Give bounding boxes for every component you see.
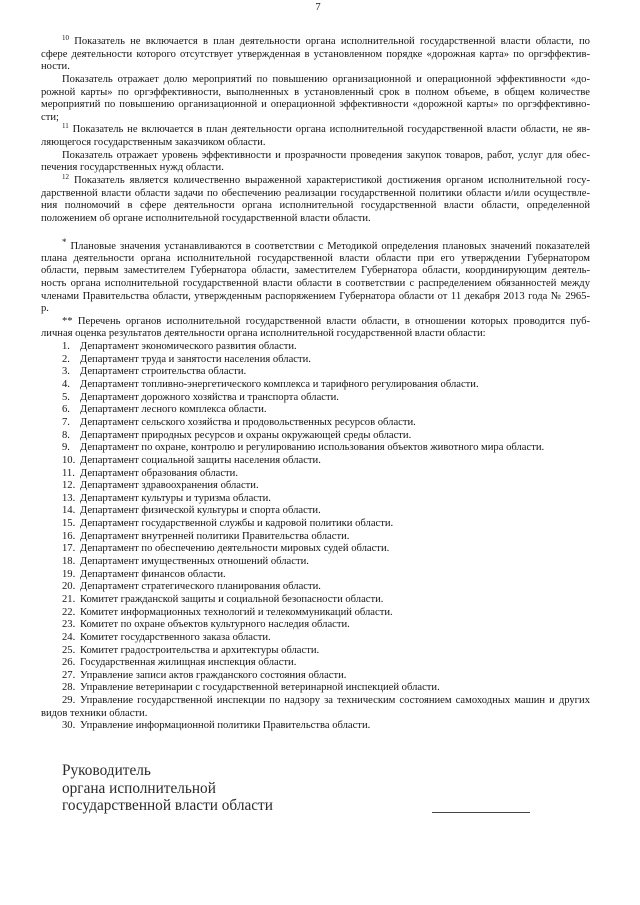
agency-number: 29.	[62, 695, 76, 707]
indicator-explanation-line: рожной карты» по оргэффективности, выполненных в установленный срок в полном объеме, в общем количестве	[41, 86, 590, 98]
agency-name: Департамент по обеспечению деятельности мировых судей области.	[80, 543, 390, 555]
agency-number: 28.	[62, 682, 76, 694]
agency-name: Департамент физической культуры и спорта области.	[80, 505, 321, 517]
agency-list-item	[41, 468, 590, 481]
agency-list-item	[41, 645, 590, 658]
agency-name: Департамент стратегического планирования области.	[80, 581, 321, 593]
footnote-11-line	[41, 124, 590, 137]
agency-list-item	[41, 518, 590, 531]
agency-name: Управление записи актов гражданского состояния области.	[80, 669, 347, 681]
signature-title-line: органа исполнительной	[62, 779, 216, 797]
agency-name: Комитет гражданской защиты и социальной безопасности области.	[80, 593, 384, 605]
agency-number: 15.	[62, 518, 76, 530]
agency-number: 6.	[62, 404, 70, 416]
indicator-explanation-line: сти;	[41, 111, 59, 123]
notes-section	[41, 237, 590, 733]
agency-number: 27.	[62, 669, 76, 681]
agency-number: 19.	[62, 568, 76, 580]
agency-name: Комитет градостроительства и архитектуры области.	[80, 644, 320, 656]
footnote-12-line: дарственной власти области задачи по обеспечению реализации государственной политики области и/или осуществле-	[41, 187, 590, 199]
agency-number: 5.	[62, 391, 70, 403]
agency-number: 12.	[62, 480, 76, 492]
agency-list-item	[41, 607, 590, 620]
agency-number: 2.	[62, 353, 70, 365]
agency-name: Департамент топливно-энергетического комплекса и тарифного регулирования области.	[80, 379, 479, 391]
footnote-marker: 12	[62, 173, 69, 182]
agency-list-item	[41, 366, 590, 379]
agency-number: 21.	[62, 593, 76, 605]
signature-title-line: Руководитель	[62, 762, 151, 779]
signature-block	[62, 762, 273, 815]
agency-name: Департамент культуры и туризма области.	[80, 492, 271, 504]
double-asterisk-marker: **	[62, 315, 73, 327]
agency-number: 20.	[62, 581, 76, 593]
agency-number: 24.	[62, 631, 76, 643]
agency-list-item	[41, 682, 590, 695]
footnote-marker: 11	[62, 122, 69, 131]
agency-name: Управление государственной инспекции по надзору за техническим состоянием самоходных машин и других	[80, 695, 590, 707]
agency-number: 13.	[62, 492, 76, 504]
footnote-12-line: положением об органе исполнительной государственной власти области.	[41, 212, 371, 224]
footnote-12-line	[41, 175, 590, 188]
agency-number: 4.	[62, 379, 70, 391]
footnote-marker: 10	[62, 34, 69, 42]
signature-line	[432, 812, 530, 813]
agency-number: 25.	[62, 644, 76, 656]
agency-list-item	[41, 404, 590, 417]
agency-number: 9.	[62, 442, 70, 454]
planned-values-note-line: ность органа исполнительной государственной власти области в соответствии с распределением обязанностей между	[41, 277, 590, 289]
agency-name: Управление ветеринарии с государственной ветеринарной инспекцией области.	[80, 682, 440, 694]
agencies-list	[41, 341, 590, 733]
agency-list-item	[41, 341, 590, 354]
footnote-text: Показатель является количественно выраженной характеристикой достижения органом исполнительной госу-	[73, 175, 591, 187]
footnote-10-line: ности.	[41, 61, 70, 73]
agency-name: Департамент строительства области.	[80, 366, 247, 378]
agency-list-item	[41, 619, 590, 632]
planned-values-note-line: членами Правительства области, утвержденным распоряжением Губернатора области от 11 декабря 2013 года № 2965-	[41, 290, 590, 302]
agency-list-item	[41, 493, 590, 506]
agency-list-item	[41, 430, 590, 443]
agency-list-item	[41, 455, 590, 468]
agency-number: 17.	[62, 543, 76, 555]
agency-name: Департамент дорожного хозяйства и транспорта области.	[80, 391, 339, 403]
indicator-explanation-line: Показатель отражает долю мероприятий по повышению организационной и операционной эффективности «до-	[62, 73, 590, 85]
agency-list-item	[41, 392, 590, 405]
agency-name: Департамент внутренней политики Правительства области.	[80, 530, 350, 542]
agency-list-item	[41, 480, 590, 493]
indicator-explanation-line: мероприятий по повышению организационной и операционной эффективности «дорожной карты» по оргэффективно-	[41, 99, 590, 111]
footnote-10-line	[41, 36, 590, 49]
agency-name: Департамент государственной службы и кадровой политики области.	[80, 518, 394, 530]
agencies-list-intro-line: личная оценка результатов деятельности органа исполнительной государственной власти области:	[41, 328, 486, 340]
agency-name: Департамент здравоохранения области.	[80, 480, 259, 492]
agency-number: 1.	[62, 341, 70, 353]
agency-list-item	[41, 417, 590, 430]
footnote-text: Показатель не включается в план деятельности органа исполнительной государственной власти области, не яв-	[72, 124, 590, 136]
agency-number: 22.	[62, 606, 76, 618]
agency-number: 11.	[62, 467, 75, 479]
signature-title-line: государственной власти области	[62, 797, 273, 814]
planned-values-note-text: Плановые значения устанавливаются в соответствии с Методикой определения плановых значений показателей	[70, 241, 590, 252]
planned-values-note-line	[41, 237, 590, 253]
agency-name: Комитет по охране объектов культурного наследия области.	[80, 619, 350, 631]
agency-list-item	[41, 695, 590, 708]
agency-name: Департамент сельского хозяйства и продовольственных ресурсов области.	[80, 416, 416, 428]
planned-values-note-line: плана деятельности органа исполнительной государственной власти области при его утверждении Губернатором	[41, 252, 590, 264]
footnotes-section	[41, 36, 590, 226]
agency-number: 8.	[62, 429, 70, 441]
agency-list-item	[41, 505, 590, 518]
agency-name: Департамент лесного комплекса области.	[80, 404, 267, 416]
agency-list-item	[41, 581, 590, 594]
agency-number: 23.	[62, 619, 76, 631]
indicator-explanation-line: Показатель отражает уровень эффективности и прозрачности проведения закупок товаров, работ, услуг для обес-	[62, 149, 590, 161]
agency-list-item	[41, 354, 590, 367]
agency-list-item	[41, 379, 590, 392]
agency-list-item	[41, 543, 590, 556]
footnote-10-line: сфере деятельности которого отсутствует утвержденная в установленном порядке «дорожная карта» по оргэффектив-	[41, 48, 590, 60]
agency-name: Управление информационной политики Правительства области.	[80, 720, 371, 732]
agency-name: Комитет государственного заказа области.	[80, 631, 271, 643]
agency-list-item	[41, 632, 590, 645]
agency-number: 10.	[62, 454, 76, 466]
agency-name-continuation: видов техники области.	[41, 707, 148, 719]
page-number: 7	[315, 2, 321, 13]
agency-list-item	[41, 720, 590, 733]
agencies-list-intro-text: Перечень органов исполнительной государственной власти области, в отношении которых проводится пуб-	[77, 315, 590, 327]
agency-number: 18.	[62, 556, 76, 568]
agencies-list-intro-line	[41, 316, 590, 329]
footnote-11-line: ляющегося государственным заказчиком области.	[41, 137, 266, 149]
agency-list-item	[41, 594, 590, 607]
footnote-text: Показатель не включается в план деятельности органа исполнительной государственной власти области, по	[74, 36, 590, 47]
indicator-explanation-line: печения государственных нужд области.	[41, 162, 224, 174]
agency-name: Департамент природных ресурсов и охраны окружающей среды области.	[80, 429, 412, 441]
agency-list-item	[41, 657, 590, 670]
agency-number: 3.	[62, 366, 70, 378]
agency-list-item	[41, 442, 590, 455]
agency-list-item	[41, 556, 590, 569]
agency-number: 16.	[62, 530, 76, 542]
agency-name: Департамент образования области.	[80, 467, 238, 479]
agency-name: Государственная жилищная инспекция области.	[80, 657, 297, 669]
agency-name: Департамент социальной защиты населения области.	[80, 454, 321, 466]
agency-list-item	[41, 569, 590, 582]
planned-values-note-line: р.	[41, 303, 49, 315]
planned-values-note-line: области, первым заместителем Губернатора области, заместителем Губернатора области, координирующим деятель-	[41, 265, 590, 277]
agency-list-item	[41, 670, 590, 683]
agency-list-item	[41, 531, 590, 544]
agency-name: Департамент экономического развития области.	[80, 341, 297, 353]
footnote-12-line: ния полномочий в сфере деятельности органа исполнительной государственной власти области, определенной	[41, 200, 590, 212]
agency-number: 14.	[62, 505, 76, 517]
agency-number: 26.	[62, 657, 76, 669]
agency-name: Департамент имущественных отношений области.	[80, 556, 309, 568]
agency-name: Департамент по охране, контролю и регулированию использования объектов животного мира области.	[80, 442, 545, 454]
agency-name: Комитет информационных технологий и телекоммуникаций области.	[80, 606, 393, 618]
asterisk-marker: *	[62, 237, 67, 247]
agency-name: Департамент финансов области.	[80, 568, 226, 580]
agency-number: 30.	[62, 720, 76, 732]
agency-number: 7.	[62, 416, 70, 428]
agency-name: Департамент труда и занятости населения области.	[80, 353, 311, 365]
